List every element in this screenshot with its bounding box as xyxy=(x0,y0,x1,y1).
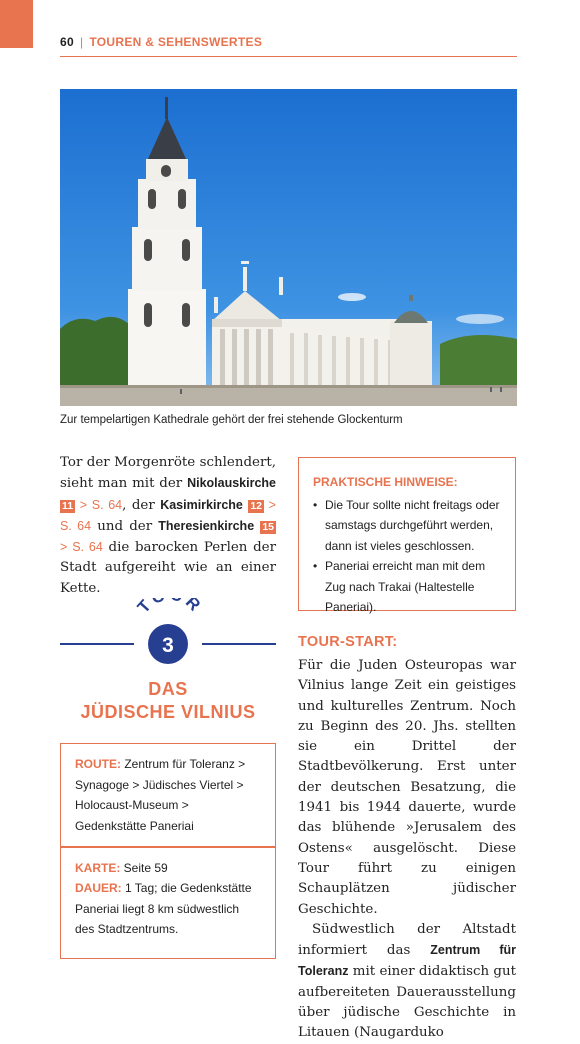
route-label: ROUTE: xyxy=(75,757,121,771)
tour-title-line2: JÜDISCHE VILNIUS xyxy=(80,702,256,722)
tour-title xyxy=(60,678,276,724)
corner-tab xyxy=(0,0,33,48)
practical-tips-box xyxy=(298,457,516,614)
tour-word: T R xyxy=(133,598,207,617)
tour-info-box xyxy=(60,743,276,959)
tour-emblem xyxy=(60,598,276,678)
duration-line xyxy=(75,878,261,940)
tour-start-heading: TOUR-START: xyxy=(298,634,398,650)
church-nikolaus: Nikolauskirche xyxy=(187,476,276,491)
header-rule xyxy=(60,56,517,57)
page-ref-3[interactable]: > S. 64 xyxy=(60,540,103,555)
intro-text-4: die barocken Perlen der Stadt aufgereiht wie an einer Kette. xyxy=(60,540,276,596)
tip-item: • Die Tour sollte nicht freitags oder samstags durchgeführt werden, dann ist vieles geschlossen. xyxy=(313,495,505,557)
p2-text-a: Südwestlich der Altstadt informiert das xyxy=(298,921,516,959)
tour-number: 3 xyxy=(162,634,174,657)
intro-text-2: , der xyxy=(122,497,161,513)
page-ref-2[interactable]: > S. 64 xyxy=(60,497,276,533)
map-label: KARTE: xyxy=(75,860,121,875)
tour-start-text xyxy=(298,656,516,1044)
intro-text-3: und der xyxy=(91,518,159,534)
sight-badge-11: 11 xyxy=(62,499,74,512)
cathedral-photo xyxy=(60,89,517,406)
sight-badge-12: 12 xyxy=(250,499,263,512)
map-duration-section xyxy=(61,848,275,950)
photo-caption: Zur tempelartigen Kathedrale gehört der frei stehende Glockenturm xyxy=(60,414,403,426)
intro-paragraph xyxy=(60,453,276,599)
tour-start-paragraph-2 xyxy=(298,920,516,1044)
p2-text-c: mit einer didaktisch gut aufbereiteten Dauerausstellung über jüdische Geschichte in Litauen (Naugarduko xyxy=(298,964,516,1041)
intro-text-1: Tor der Morgenröte schlendert, sieht man mit der xyxy=(60,455,276,492)
tour-start-paragraph-1: Für die Juden Osteuropas war Vilnius lange Zeit ein geistiges und kulturelles Zentrum. Noch zu Beginn des 20. Jhs. stellten sie ein Drittel der Stadtbevölkerung. Erst unter der deutschen Besatzung, die 1941 bis 1944 dauerte, wurde das blühende »Jerusalem des Ostens« ausgelöscht. Diese Tour führt zu einigen Schauplätzen jüdischer Geschichte. xyxy=(298,658,516,917)
duration-text: 1 Tag; die Gedenkstätte Paneriai liegt 8 km südwestlich des Stadtzentrums. xyxy=(75,881,252,936)
route-section xyxy=(61,744,275,846)
tip-item: • Paneriai erreicht man mit dem Zug nach Trakai (Haltestelle Paneriai). xyxy=(313,556,505,618)
running-header xyxy=(60,35,517,49)
map-text: Seite 59 xyxy=(120,860,168,875)
church-theresien: Theresienkirche xyxy=(158,518,255,533)
page-ref-1[interactable]: > S. 64 xyxy=(75,497,123,512)
page-number: 60 xyxy=(60,35,74,49)
tips-heading: PRAKTISCHE HINWEISE: xyxy=(313,475,458,489)
sight-badge-15: 15 xyxy=(262,520,274,533)
duration-label: DAUER: xyxy=(75,881,122,895)
section-title: TOUREN & SEHENSWERTES xyxy=(89,35,263,49)
tour-title-line1: DAS xyxy=(148,679,188,699)
map-line xyxy=(75,858,261,879)
header-separator: | xyxy=(79,35,84,49)
tolerance-center: Zentrum für Toleranz xyxy=(298,943,517,979)
tips-list xyxy=(299,495,515,618)
church-kasimir: Kasimirkirche xyxy=(160,497,243,512)
route-text: Zentrum für Toleranz > Synagoge > Jüdisches Viertel > Holocaust-Museum > Gedenkstätte Paneriai xyxy=(75,757,246,833)
